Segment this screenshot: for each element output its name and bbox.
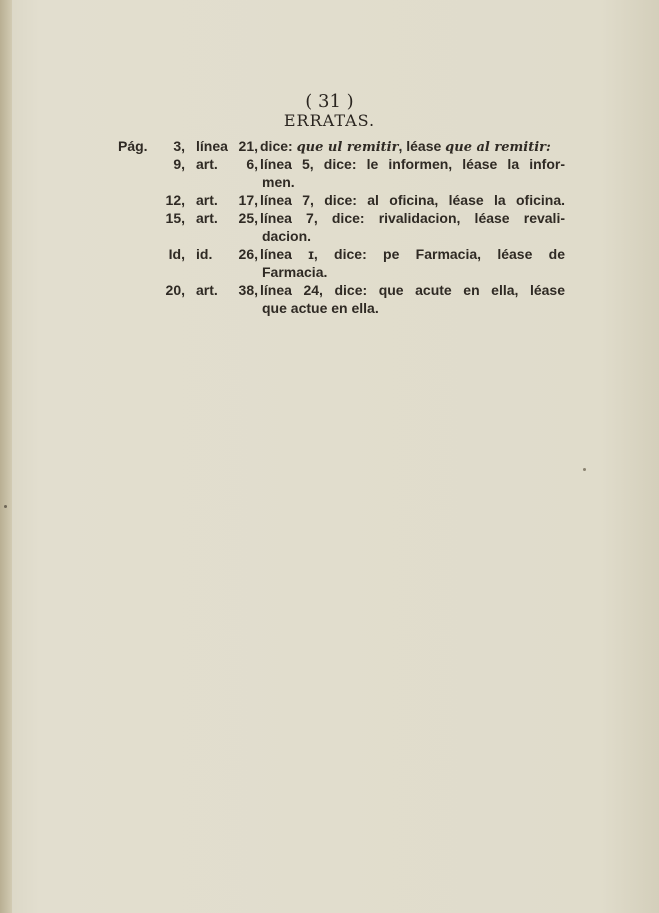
article-number: 17, bbox=[238, 192, 258, 208]
article-label: art. bbox=[196, 210, 218, 226]
article-number: 25, bbox=[238, 210, 258, 226]
article-number: 26, bbox=[238, 246, 258, 262]
page-ref: Id, bbox=[168, 246, 185, 262]
errata-dice: dice: bbox=[260, 138, 293, 154]
article-label: art. bbox=[196, 156, 218, 172]
errata-continuation bbox=[0, 228, 659, 246]
article-number: 6, bbox=[246, 156, 258, 172]
errata-entry bbox=[0, 246, 659, 264]
article-label: id. bbox=[196, 246, 213, 262]
errata-correct-italic: que al remitir: bbox=[445, 140, 551, 155]
page-ref: 9, bbox=[173, 156, 185, 172]
page-ref: 15, bbox=[165, 210, 185, 226]
errata-text: línea 5, dice: le informen, léase la infor- bbox=[260, 156, 565, 172]
errata-continuation-text: men. bbox=[262, 174, 295, 190]
errata-entry bbox=[0, 282, 659, 300]
page-title: ERRATAS. bbox=[283, 111, 376, 130]
errata-entry bbox=[0, 210, 659, 228]
errata-continuation-text: Farmacia. bbox=[262, 264, 328, 280]
errata-text: línea 24, dice: que acute en ella, léase bbox=[260, 282, 565, 298]
errata-continuation bbox=[0, 300, 659, 318]
page-spine-shadow bbox=[0, 0, 12, 913]
page-ref: 3, bbox=[173, 138, 185, 154]
errata-continuation bbox=[0, 174, 659, 192]
page-ref: 12, bbox=[165, 192, 185, 208]
page-ref: 20, bbox=[165, 282, 185, 298]
errata-text: línea 7, dice: rivalidacion, léase revali- bbox=[260, 210, 565, 226]
page-abbrev: Pág. bbox=[118, 138, 148, 154]
paper-speck bbox=[583, 468, 586, 471]
errata-continuation bbox=[0, 264, 659, 282]
article-number: 21, bbox=[238, 138, 258, 154]
article-label: art. bbox=[196, 192, 218, 208]
page-number: ( 31 ) bbox=[305, 91, 354, 112]
paper-speck bbox=[4, 505, 7, 508]
errata-entry bbox=[0, 192, 659, 210]
errata-wrong-italic: que ul remitir bbox=[296, 140, 399, 155]
errata-text: línea ɪ, dice: pe Farmacia, léase de bbox=[260, 246, 565, 262]
article-label: art. bbox=[196, 282, 218, 298]
article-label: línea bbox=[196, 138, 228, 154]
errata-continuation-text: dacion. bbox=[262, 228, 312, 244]
errata-entry bbox=[0, 138, 659, 156]
errata-text: línea 7, dice: al oficina, léase la oficina. bbox=[260, 192, 565, 208]
errata-text bbox=[260, 138, 565, 155]
errata-list bbox=[0, 138, 659, 318]
errata-lease: , léase bbox=[398, 138, 442, 154]
page-header bbox=[0, 92, 659, 130]
errata-entry bbox=[0, 156, 659, 174]
article-number: 38, bbox=[238, 282, 258, 298]
errata-continuation-text: que actue en ella. bbox=[262, 300, 379, 316]
